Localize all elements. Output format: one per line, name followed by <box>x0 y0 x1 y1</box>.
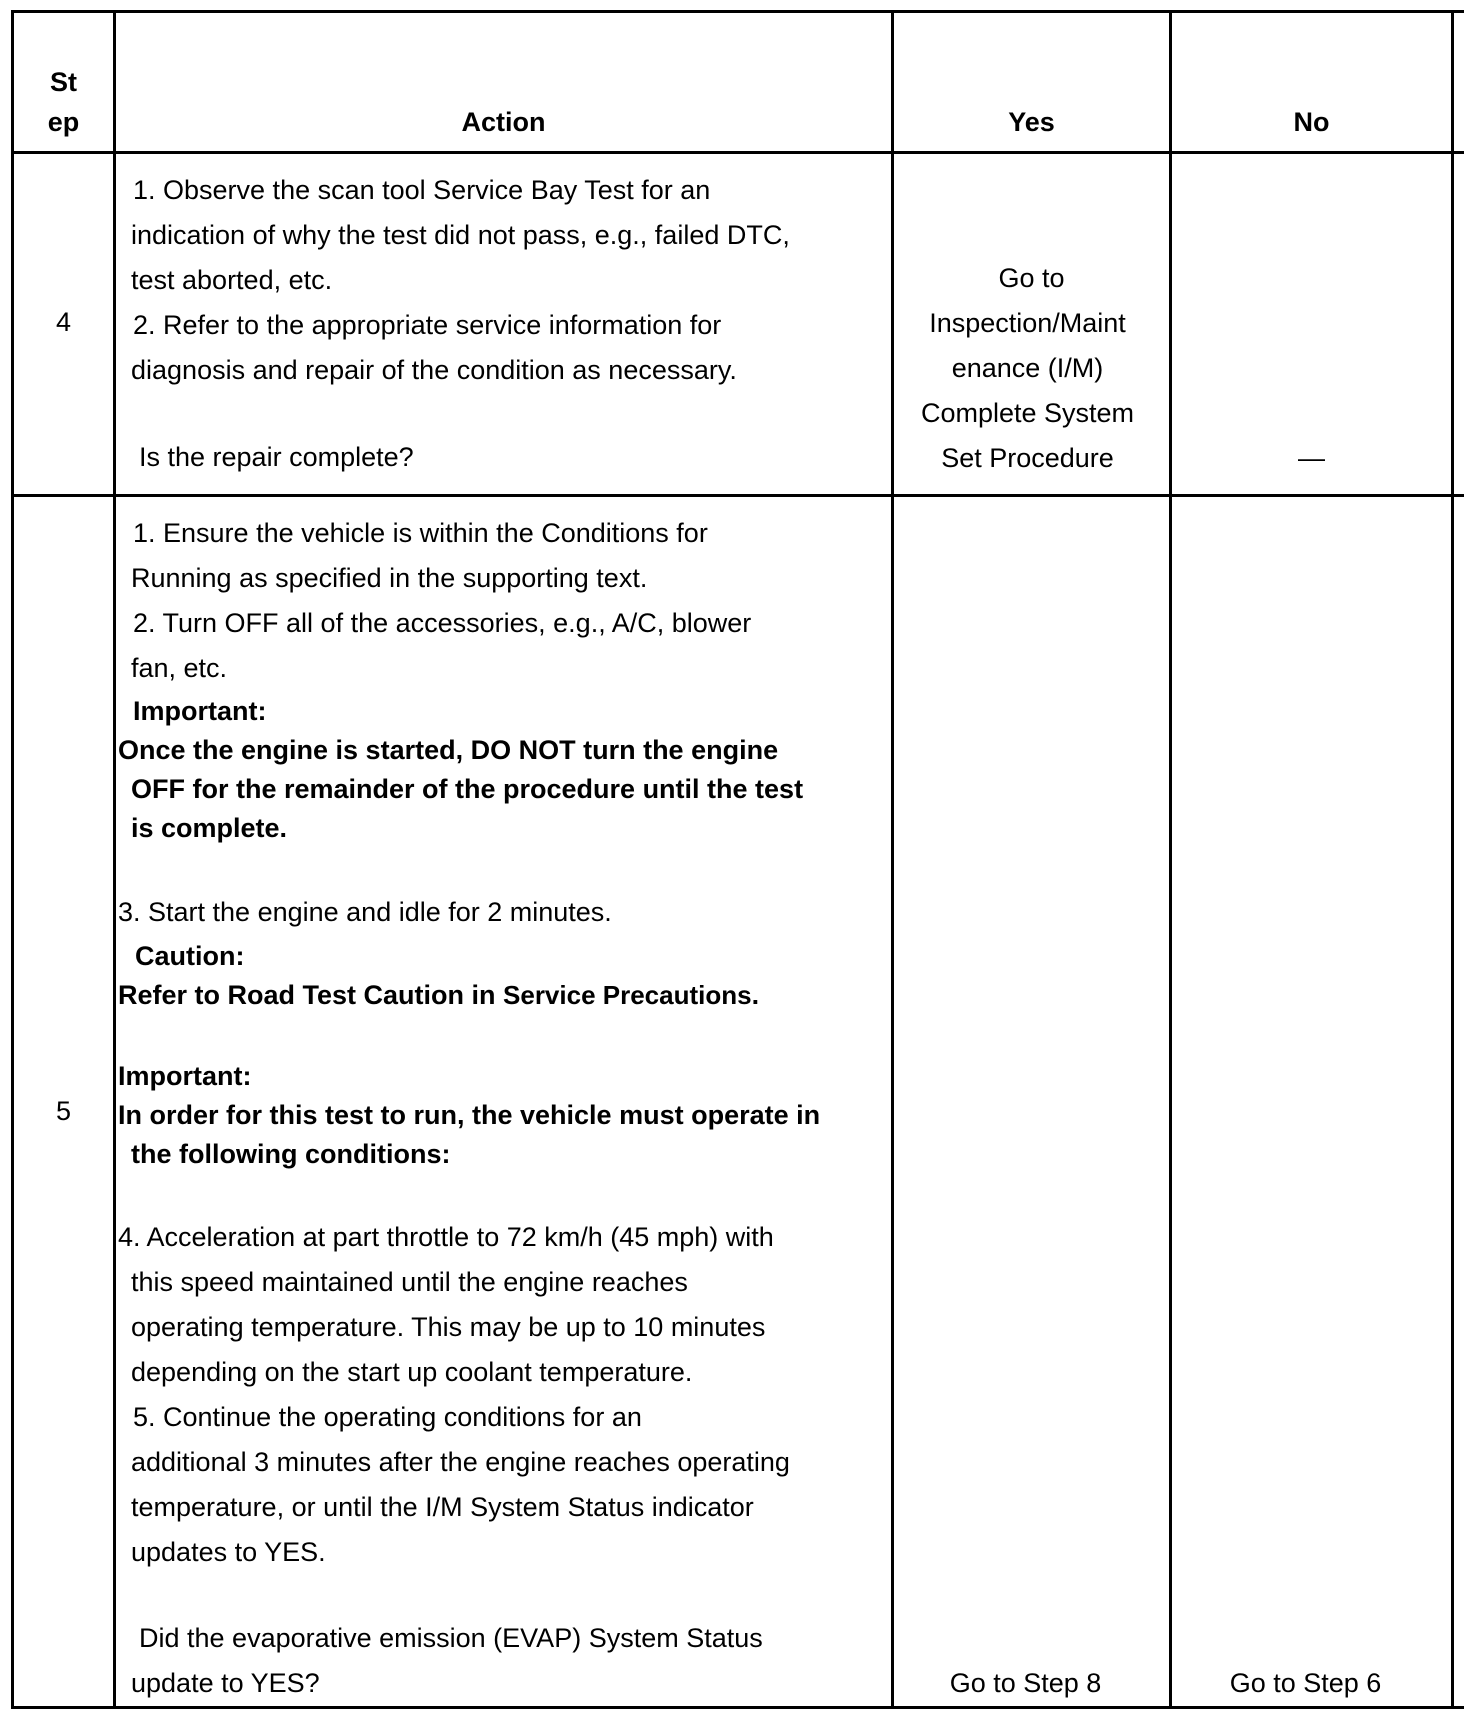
column-divider-step <box>113 10 116 1709</box>
row4-yes-line5: Set Procedure <box>941 443 1114 473</box>
row5-caution-line <box>118 976 759 1015</box>
header-no: No <box>1293 107 1330 137</box>
row5-important1-line1: Once the engine is started, DO NOT turn the engine <box>118 735 779 765</box>
row4-item2-line1: 2. Refer to the appropriate service information for <box>133 310 722 340</box>
row4-yes-line1: Go to <box>998 263 1065 293</box>
row5-important1-line3: is complete. <box>131 813 288 843</box>
table-border-top <box>11 10 1464 13</box>
row5-question-line1: Did the evaporative emission (EVAP) System Status <box>139 1623 763 1653</box>
row4-item1-line3: test aborted, etc. <box>131 265 333 295</box>
table-border-right <box>1451 10 1454 1709</box>
row5-item1-line1: 1. Ensure the vehicle is within the Conditions for <box>133 518 708 548</box>
row5-caution-end: . <box>751 980 760 1010</box>
table-border-header <box>11 151 1464 154</box>
row5-item1-line2: Running as specified in the supporting text. <box>131 563 648 593</box>
row4-no: — <box>1298 443 1325 473</box>
row5-item5-line1: 5. Continue the operating conditions for an <box>133 1402 642 1432</box>
row5-caution-label: Caution: <box>135 941 245 971</box>
row4-item1-line1: 1. Observe the scan tool Service Bay Test for an <box>133 175 711 205</box>
header-step: St ep <box>47 67 80 137</box>
row5-item5-line3: temperature, or until the I/M System Status indicator <box>131 1492 754 1522</box>
row5-item4-line4: depending on the start up coolant temperature. <box>131 1357 693 1387</box>
row4-question: Is the repair complete? <box>139 442 414 472</box>
table-border-left <box>11 10 14 1709</box>
row5-important2-line2: the following conditions: <box>131 1139 451 1169</box>
row4-yes-line4: Complete System <box>920 398 1135 428</box>
table-border-row <box>11 494 1464 497</box>
column-divider-yes <box>1169 10 1172 1709</box>
step-number-4: 4 <box>55 307 72 337</box>
header-yes: Yes <box>1008 107 1055 137</box>
row5-item3: 3. Start the engine and idle for 2 minutes. <box>118 897 612 927</box>
row4-yes-line3: enance (I/M) <box>951 353 1104 383</box>
row4-item1-line2: indication of why the test did not pass, e.g., failed DTC, <box>131 220 790 250</box>
row5-question-line2: update to YES? <box>131 1668 320 1698</box>
service-precautions-link[interactable]: Service Precautions <box>503 980 752 1010</box>
row5-important1-line2: OFF for the remainder of the procedure until the test <box>131 774 804 804</box>
header-action: Action <box>461 107 546 137</box>
row4-yes-line2: Inspection/Maint <box>929 308 1126 338</box>
row5-important2-line1: In order for this test to run, the vehicle must operate in <box>118 1100 821 1130</box>
row5-item5-line4: updates to YES. <box>131 1537 326 1567</box>
row5-item4-line3: operating temperature. This may be up to 10 minutes <box>131 1312 766 1342</box>
row5-item2-line2: fan, etc. <box>131 653 228 683</box>
row4-item2-line2: diagnosis and repair of the condition as necessary. <box>131 355 737 385</box>
row5-item5-line2: additional 3 minutes after the engine reaches operating <box>131 1447 790 1477</box>
row5-important1-label: Important: <box>133 696 267 726</box>
step-number-5: 5 <box>55 1096 72 1126</box>
row5-yes: Go to Step 8 <box>949 1668 1102 1698</box>
row5-item2-line1: 2. Turn OFF all of the accessories, e.g., A/C, blower <box>133 608 752 638</box>
row5-important2-label: Important: <box>118 1061 252 1091</box>
row5-no: Go to Step 6 <box>1229 1668 1382 1698</box>
row5-item4-line1: 4. Acceleration at part throttle to 72 km/h (45 mph) with <box>118 1222 774 1252</box>
row5-caution-text: Refer to Road Test Caution in <box>118 980 504 1010</box>
row5-item4-line2: this speed maintained until the engine reaches <box>131 1267 688 1297</box>
table-border-bottom <box>11 1706 1464 1709</box>
